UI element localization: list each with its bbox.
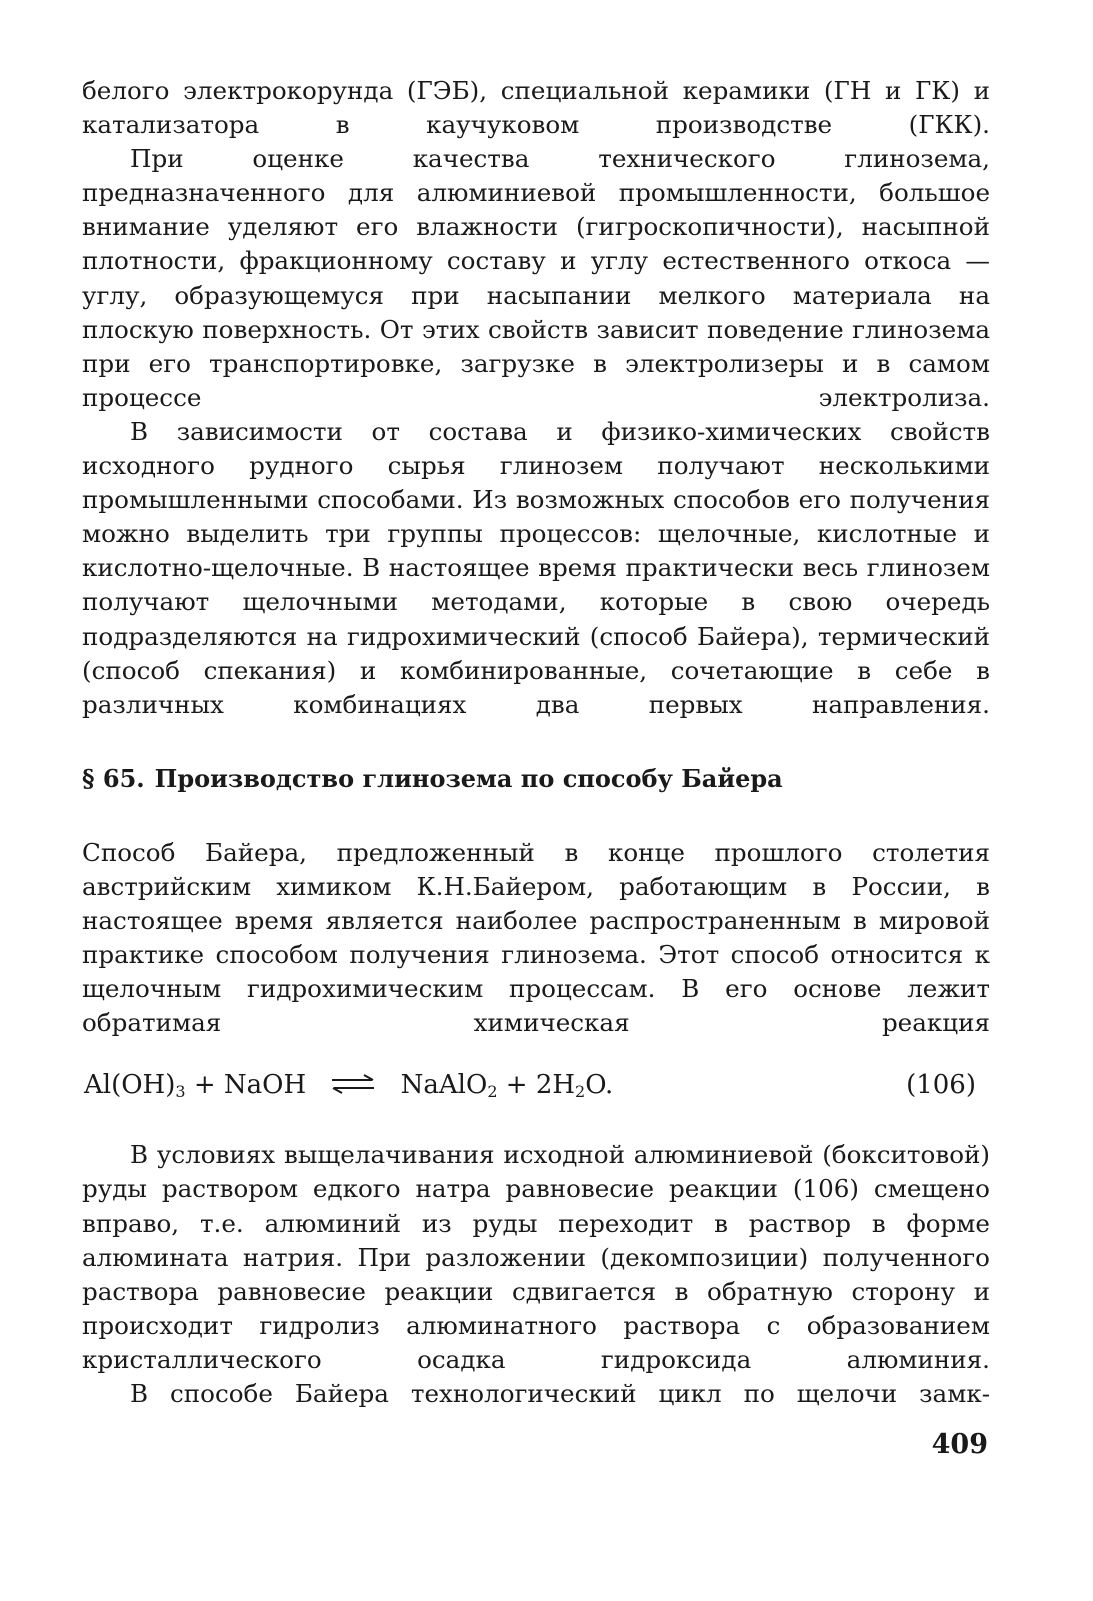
section-heading (82, 762, 990, 796)
equation-subscript: 2 (487, 1082, 498, 1102)
chemical-equation (82, 1068, 990, 1102)
paragraph-leaching (82, 1138, 990, 1377)
page-number: 409 (931, 1429, 988, 1460)
equation-subscript: 3 (175, 1082, 186, 1102)
paragraph-text: В способе Байера технологический цикл по щелочи замк- (130, 1379, 990, 1408)
equation-term: + NaOH (185, 1070, 307, 1101)
paragraph-text: В условиях выщелачивания исходной алюминиевой (бокситовой) руды раствором едкого натра равновесие реакции (106) смещено вправо, т.е. алюминий из руды переходит в раствор в форме алюмината натрия. При разложении (декомпозиции) полученного раствора равновесие реакции сдвигается в обратную сторону и происходит гидролиз алюминатного раствора с образованием кристаллического осадка гидроксида алюминия. (82, 1140, 990, 1374)
equation-term: O. (585, 1070, 614, 1101)
equation-subscript: 2 (575, 1082, 586, 1102)
paragraph-continuation (82, 74, 990, 142)
paragraph-glinozem-quality (82, 142, 990, 415)
paragraph-text: При оценке качества технического глинозема, предназначенного для алюминиевой промышленности, большое внимание уделяют его влажности (гигроскопичности), насыпной плотности, фракционному составу и углу естественного откоса — углу, образующемуся при насыпании мелкого материала на плоскую поверхность. От этих свойств зависит поведение глинозема при его транспортировке, загрузке в электролизеры и в самом процессе электролиза. (82, 144, 990, 412)
equation-term: + 2H (497, 1070, 576, 1101)
paragraph-bayer-intro (82, 836, 990, 1041)
paragraph-cycle (82, 1377, 990, 1411)
section-number: § 65. (82, 763, 145, 793)
paragraph-text: В зависимости от состава и физико-химических свойств исходного рудного сырья глинозем получают несколькими промышленными способами. Из возможных способов его получения можно выделить три группы процессов: щелочные, кислотные и кислотно-щелочные. В настоящее время практически весь глинозем получают щелочными методами, которые в свою очередь подразделяются на гидрохимический (способ Байера), термический (способ спекания) и комбинированные, сочетающие в себе в различных комбинациях два первых направления. (82, 416, 990, 719)
book-page (82, 74, 990, 1564)
equilibrium-arrow-icon (330, 1074, 376, 1094)
equation-number: (106) (906, 1070, 976, 1101)
paragraph-text: белого электрокорунда (ГЭБ), специальной керамики (ГН и ГК) и катализатора в каучуковом производстве (ГКК). (82, 76, 990, 140)
paragraph-text: Способ Байера, предложенный в конце прошлого столетия австрийским химиком К.Н.Байером, работающим в России, в настоящее время является наиболее распространенным в мировой практике способом получения глинозема. Этот способ относится к щелочным гидрохимическим процессам. В его основе лежит обратимая химическая реакция (82, 837, 990, 1038)
equation-body (84, 1068, 613, 1109)
equation-term: NaAlO (400, 1070, 488, 1101)
paragraph-production-methods (82, 415, 990, 722)
equation-term: Al(OH) (84, 1070, 176, 1101)
section-title: Производство глинозема по способу Байера (154, 763, 783, 793)
